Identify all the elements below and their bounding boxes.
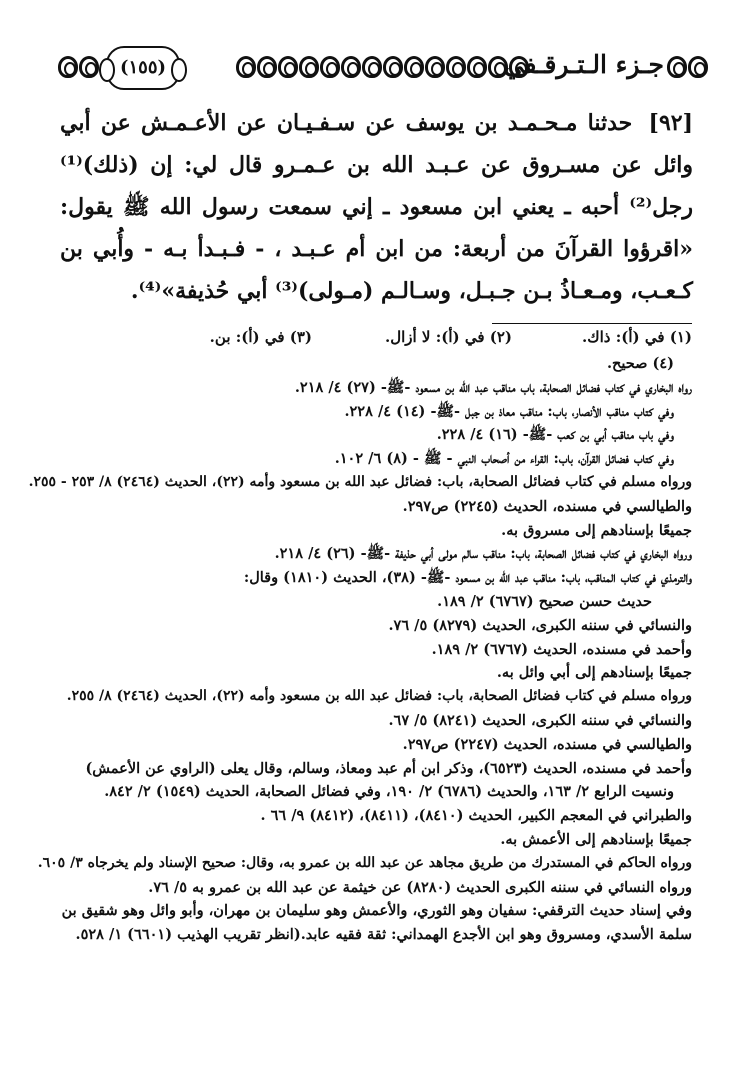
footnote-variants: [132, 328, 692, 354]
note-line: (٤) صحيح.: [606, 355, 674, 372]
note-line: حديث حسن صحيح (٦٧٦٧) ٢/ ١٨٩.: [437, 592, 652, 610]
header-ornament-right: [667, 56, 708, 78]
note-line: وأحمد في مسنده، الحديث (٦٧٦٧) ٢/ ١٨٩.: [431, 640, 692, 658]
note-line: والطيالسي في مسنده، الحديث (٢٢٤٧) ص٢٩٧.: [402, 735, 692, 753]
note-line: ورواه البخاري في كتاب فضائل الصحابة، باب: مناقب سالم مولى أبي حذيفة -ﷺ- (٢٦) ٤/ ٢١٨.: [274, 545, 692, 563]
ornament-ring-icon: [278, 56, 298, 78]
ornament-ring-icon: [467, 56, 487, 78]
page-header: [58, 44, 708, 92]
header-ornament-left: [58, 56, 99, 78]
note-line: ورواه النسائي في سننه الكبرى الحديث (٨٢٨٠) عن خيثمة عن عبد الله بن عمرو به ٥/ ٧٦.: [148, 878, 692, 896]
hadith-line: مسـروق عن عـبـد الله بن عـمـرو قال لي: إن (ذلك)⁽¹⁾ رجل⁽²⁾ أحبه ـ يعني ابن: [60, 152, 693, 220]
header-title: جـزء الـتـرقـفي: [503, 50, 664, 79]
note-line: جميعًا بإسنادهم إلى أبي وائل به.: [496, 664, 692, 682]
note-line: والنسائي في سننه الكبرى، الحديث (٨٢٧٩) ٥/ ٧٦.: [388, 616, 692, 634]
ornament-ring-icon: [488, 56, 508, 78]
note-line: جميعًا بإسنادهم إلى الأعمش به.: [500, 830, 692, 848]
note-line: وفي باب مناقب أبي بن كعب -ﷺ- (١٦) ٤/ ٢٢٨.: [436, 426, 674, 444]
ornament-ring-icon: [236, 56, 256, 78]
ornament-ring-icon: [383, 56, 403, 78]
ornament-ring-icon: [257, 56, 277, 78]
ornament-ring-icon: [362, 56, 382, 78]
ornament-ring-icon: [446, 56, 466, 78]
ornament-ring-icon: [320, 56, 340, 78]
hadith-text: [60, 102, 693, 312]
footnote-3: (٣) في (أ): بن.: [209, 328, 312, 346]
note-line: وفي كتاب مناقب الأنصار، باب: مناقب معاذ بن جبل -ﷺ- (١٤) ٤/ ٢٢٨.: [344, 402, 674, 420]
note-line: والنسائي في سننه الكبرى، الحديث (٨٢٤١) ٥/ ٦٧.: [388, 711, 692, 729]
ornament-ring-icon: [404, 56, 424, 78]
note-line: ورواه مسلم في كتاب فضائل الصحابة، باب: فضائل عبد الله بن مسعود وأمه (٢٢)، الحديث (٢٤٦٤) ٨/ ٢٥٣ - ٢٥٥.: [28, 473, 692, 490]
note-line: ورواه الحاكم في المستدرك من طريق مجاهد عن عبد الله بن عمرو به، وقال: صحيح الإسناد ولم يخرجاه ٣/ ٦٠٥.: [37, 854, 692, 871]
hadith-number: [٩٢]: [648, 110, 693, 136]
hadith-line: مسعود ـ إني سمعت رسول الله ﷺ يقول: «اقرؤوا القرآنَ من أربعة: من ابن أم: [60, 194, 693, 262]
ornament-ring-icon: [299, 56, 319, 78]
footnote-2: (٢) في (أ): لا أزال.: [385, 328, 512, 346]
hadith-line: حدثنا مـحـمـد بن يوسف عن سـفـيـان عن الأعـمـش عن أبي وائل عن: [60, 110, 693, 178]
header-ornament-band: [236, 56, 530, 80]
note-line: وفي كتاب فضائل القرآن، باب: القراء من أصحاب النبي - ﷺ - (٨) ٦/ ١٠٢.: [334, 450, 674, 468]
hadith-line: حُذيفة»⁽⁴⁾.: [130, 278, 230, 304]
page-number: (١٥٥): [106, 46, 180, 90]
ornament-ring-icon: [341, 56, 361, 78]
ornament-ring-icon: [425, 56, 445, 78]
note-line: جميعًا بإسنادهم إلى مسروق به.: [501, 521, 692, 539]
ornament-ring-icon: [58, 56, 78, 78]
note-line: والترمذي في كتاب المناقب، باب: مناقب عبد الله بن مسعود -ﷺ- (٣٨)، الحديث (١٨١٠) وقال:: [243, 569, 692, 587]
takhrij-notes: [28, 352, 692, 947]
ornament-ring-icon: [79, 56, 99, 78]
hadith-line: عـبـد ، - فـبـدأ بـه - وأُبي بن كـعـب، ومـعـاذُ بـن جـبـل، وسـالـم (مـولى)⁽³⁾ أبي: [60, 236, 693, 304]
note-line: وفي إسناد حديث الترقفي: سفيان وهو الثوري، والأعمش وهو سليمان بن مهران، وأبو وائل وهو شقيق بن: [61, 902, 692, 920]
note-line: وأحمد في مسنده، الحديث (٦٥٢٣)، وذكر ابن أم عبد ومعاذ، وسالم، وقال يعلى (الراوي عن الأعمش): [85, 759, 692, 777]
ornament-ring-icon: [667, 56, 687, 78]
note-line: سلمة الأسدي، ومسروق وهو ابن الأجدع الهمداني: ثقة فقيه عابد.(انظر تقريب الهذيب (٦٦٠١) ١/ ٥٢٨.: [75, 926, 692, 944]
footnote-1: (١) في (أ): ذاك.: [582, 328, 692, 346]
footnote-divider: [492, 323, 692, 324]
ornament-ring-icon: [509, 56, 529, 78]
note-line: رواه البخاري في كتاب فضائل الصحابة، باب مناقب عبد الله بن مسعود -ﷺ- (٢٧) ٤/ ٢١٨.: [294, 378, 692, 396]
note-line: ونسيت الرابع ٢/ ١٦٣، والحديث (٦٧٨٦) ٢/ ١٩٠، وفي فضائل الصحابة، الحديث (١٥٤٩) ٢/ ٨٤٢.: [104, 783, 674, 801]
note-line: والطبراني في المعجم الكبير، الحديث (٨٤١٠)، (٨٤١١)، (٨٤١٢) ٩/ ٦٦ .: [260, 807, 692, 825]
ornament-ring-icon: [688, 56, 708, 78]
note-line: والطيالسي في مسنده، الحديث (٢٢٤٥) ص٢٩٧.: [402, 497, 692, 515]
note-line: ورواه مسلم في كتاب فضائل الصحابة، باب: فضائل عبد الله بن مسعود وأمه (٢٢)، الحديث (٢٤٦٤) ٨/ ٢٥٥.: [66, 688, 692, 705]
